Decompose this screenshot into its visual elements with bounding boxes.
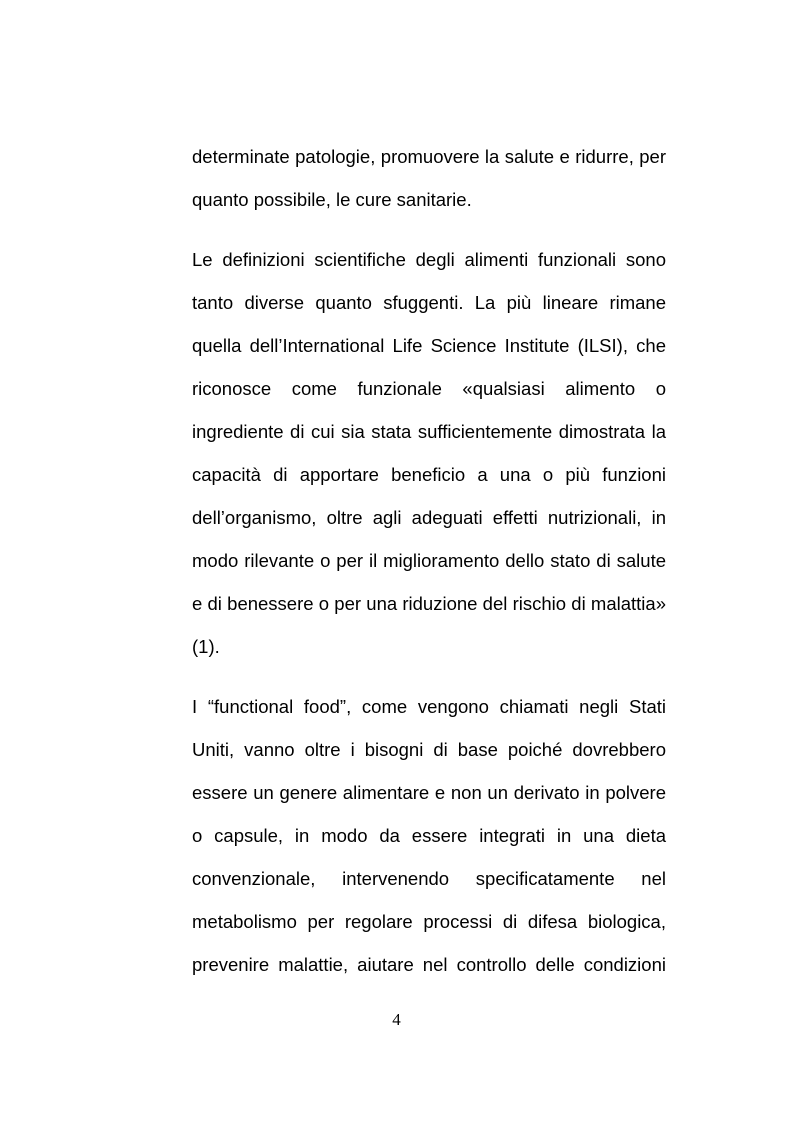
text-line: Uniti, vanno oltre i bisogni di base poiché dovrebbero xyxy=(192,739,666,760)
text-line: capacità di apportare beneficio a una o più funzioni xyxy=(192,464,666,485)
text-line: I “functional food”, come vengono chiamati negli Stati xyxy=(192,696,666,717)
text-line: modo rilevante o per il miglioramento dello stato di salute xyxy=(192,550,666,571)
text-line: (1). xyxy=(192,636,220,657)
text-line: ingrediente di cui sia stata sufficientemente dimostrata la xyxy=(192,421,666,442)
text-line: metabolismo per regolare processi di difesa biologica, xyxy=(192,911,666,932)
text-line: quanto possibile, le cure sanitarie. xyxy=(192,189,472,210)
text-line: quella dell’International Life Science Institute (ILSI), che xyxy=(192,335,666,356)
text-line: essere un genere alimentare e non un derivato in polvere xyxy=(192,782,666,803)
text-line: e di benessere o per una riduzione del rischio di malattia» xyxy=(192,593,666,614)
paragraph-2 xyxy=(192,250,666,680)
text-line: prevenire malattie, aiutare nel controllo delle condizioni xyxy=(192,954,666,975)
text-line: dell’organismo, oltre agli adeguati effetti nutrizionali, in xyxy=(192,507,666,528)
text-line: riconosce come funzionale «qualsiasi alimento o xyxy=(192,378,666,399)
text-line: o capsule, in modo da essere integrati in una dieta xyxy=(192,825,666,846)
page-number: 4 xyxy=(392,1010,401,1029)
paragraph-3 xyxy=(192,697,666,998)
text-line: Le definizioni scientifiche degli alimenti funzionali sono xyxy=(192,249,666,270)
text-line: convenzionale, intervenendo specificatamente nel xyxy=(192,868,666,889)
paragraph-1 xyxy=(192,147,666,233)
text-line: tanto diverse quanto sfuggenti. La più lineare rimane xyxy=(192,292,666,313)
text-line: determinate patologie, promuovere la salute e ridurre, per xyxy=(192,146,666,167)
